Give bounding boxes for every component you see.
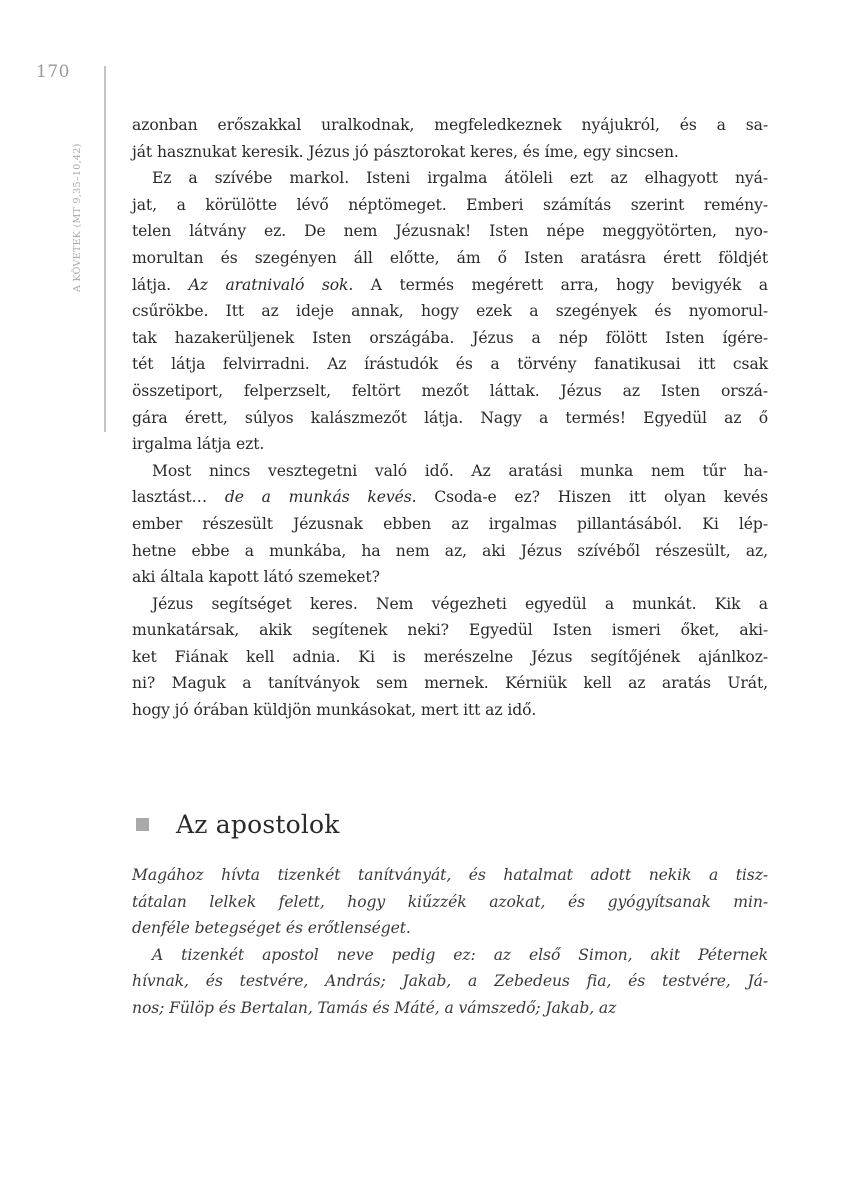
body-text bbox=[132, 112, 768, 724]
paragraph bbox=[132, 112, 768, 165]
paragraph bbox=[132, 942, 768, 1022]
text-line: nos; Fülöp és Bertalan, Tamás és Máté, a vámszedő; Jakab, az bbox=[132, 998, 617, 1017]
text-line: ember részesült Jézusnak ebben az irgalmas pillantásából. Ki lép- bbox=[132, 514, 768, 533]
text-line: hívnak, és testvére, András; Jakab, a Zebedeus fia, és testvére, Já- bbox=[132, 972, 768, 991]
text-line: ni? Maguk a tanítványok sem mernek. Kérniük kell az aratás Urát, bbox=[132, 674, 768, 693]
section-title: Az apostolok bbox=[176, 810, 340, 839]
text-line: Ez a szívébe markol. Isteni irgalma átöleli ezt az elhagyott nyá- bbox=[152, 169, 768, 188]
scripture-quote bbox=[132, 862, 768, 1022]
text-line: Most nincs vesztegetni való idő. Az aratási munka nem tűr ha- bbox=[152, 461, 768, 480]
text-line: Magához hívta tizenkét tanítványát, és hatalmat adott nekik a tisz- bbox=[132, 866, 768, 884]
text-line: összetiport, felperzselt, feltört mezőt láttak. Jézus az Isten orszá- bbox=[132, 381, 768, 400]
emphasis: Az aratnivaló sok. bbox=[188, 275, 354, 294]
text-line: tét látja felvirradni. Az írástudók és a törvény fanatikusai itt csak bbox=[132, 355, 768, 374]
text-line: A tizenkét apostol neve pedig ez: az első Simon, akit Péternek bbox=[152, 945, 768, 964]
paragraph bbox=[132, 591, 768, 724]
text-line: denféle betegséget és erőtlenséget. bbox=[132, 919, 411, 938]
text-line: telen látvány ez. De nem Jézusnak! Isten népe meggyötörten, nyo- bbox=[132, 222, 768, 241]
text-line: ket Fiának kell adnia. Ki is merészelne Jézus segítőjének ajánlkoz- bbox=[132, 647, 768, 666]
text-line: hetne ebbe a munkába, ha nem az, aki Jézus szívéből részesült, az, bbox=[132, 541, 768, 560]
text-line: tak hazakerüljenek Isten országába. Jézus a nép fölött Isten ígére- bbox=[132, 328, 768, 347]
page-number: 170 bbox=[36, 62, 70, 82]
paragraph bbox=[132, 165, 768, 458]
margin-rule bbox=[104, 66, 106, 432]
text-line: Jézus segítséget keres. Nem végezheti egyedül a munkát. Kik a bbox=[152, 594, 768, 613]
text-line: lasztást… de a munkás kevés. Csoda-e ez? Hiszen itt olyan kevés bbox=[132, 488, 769, 507]
text-line: morultan és szegényen áll előtte, ám ő Isten aratásra érett földjét bbox=[132, 248, 768, 267]
text-line: csűrökbe. Itt az ideje annak, hogy ezek a szegények és nyomorul- bbox=[132, 302, 768, 321]
text-line: munkatársak, akik segítenek neki? Egyedül Isten ismeri őket, aki- bbox=[132, 621, 768, 640]
section-heading bbox=[136, 810, 340, 839]
text-line: jat, a körülötte lévő néptömeget. Emberi számítás szerint remény- bbox=[132, 195, 768, 214]
text-line: hogy jó órában küldjön munkásokat, mert itt az idő. bbox=[132, 701, 537, 720]
emphasis: de a munkás kevés. bbox=[224, 488, 417, 507]
running-head: A KÖVETEK (MT 9,35–10,42) bbox=[72, 143, 83, 292]
text-line: irgalma látja ezt. bbox=[132, 435, 265, 454]
heading-bullet-icon bbox=[136, 818, 149, 831]
text-line: tátalan lelkek felett, hogy kiűzzék azokat, és gyógyítsanak min- bbox=[132, 892, 768, 911]
text-line: látja. Az aratnivaló sok. A termés megérett arra, hogy bevigyék a bbox=[132, 275, 768, 294]
paragraph bbox=[132, 862, 768, 942]
text-line: azonban erőszakkal uralkodnak, megfeledkeznek nyájukról, és a sa- bbox=[132, 116, 768, 134]
text-line: aki általa kapott látó szemeket? bbox=[132, 568, 380, 587]
paragraph bbox=[132, 458, 768, 591]
text-line: gára érett, súlyos kalászmezőt látja. Nagy a termés! Egyedül az ő bbox=[132, 408, 768, 427]
text-line: ját hasznukat keresik. Jézus jó pásztorokat keres, és íme, egy sincsen. bbox=[132, 142, 679, 161]
